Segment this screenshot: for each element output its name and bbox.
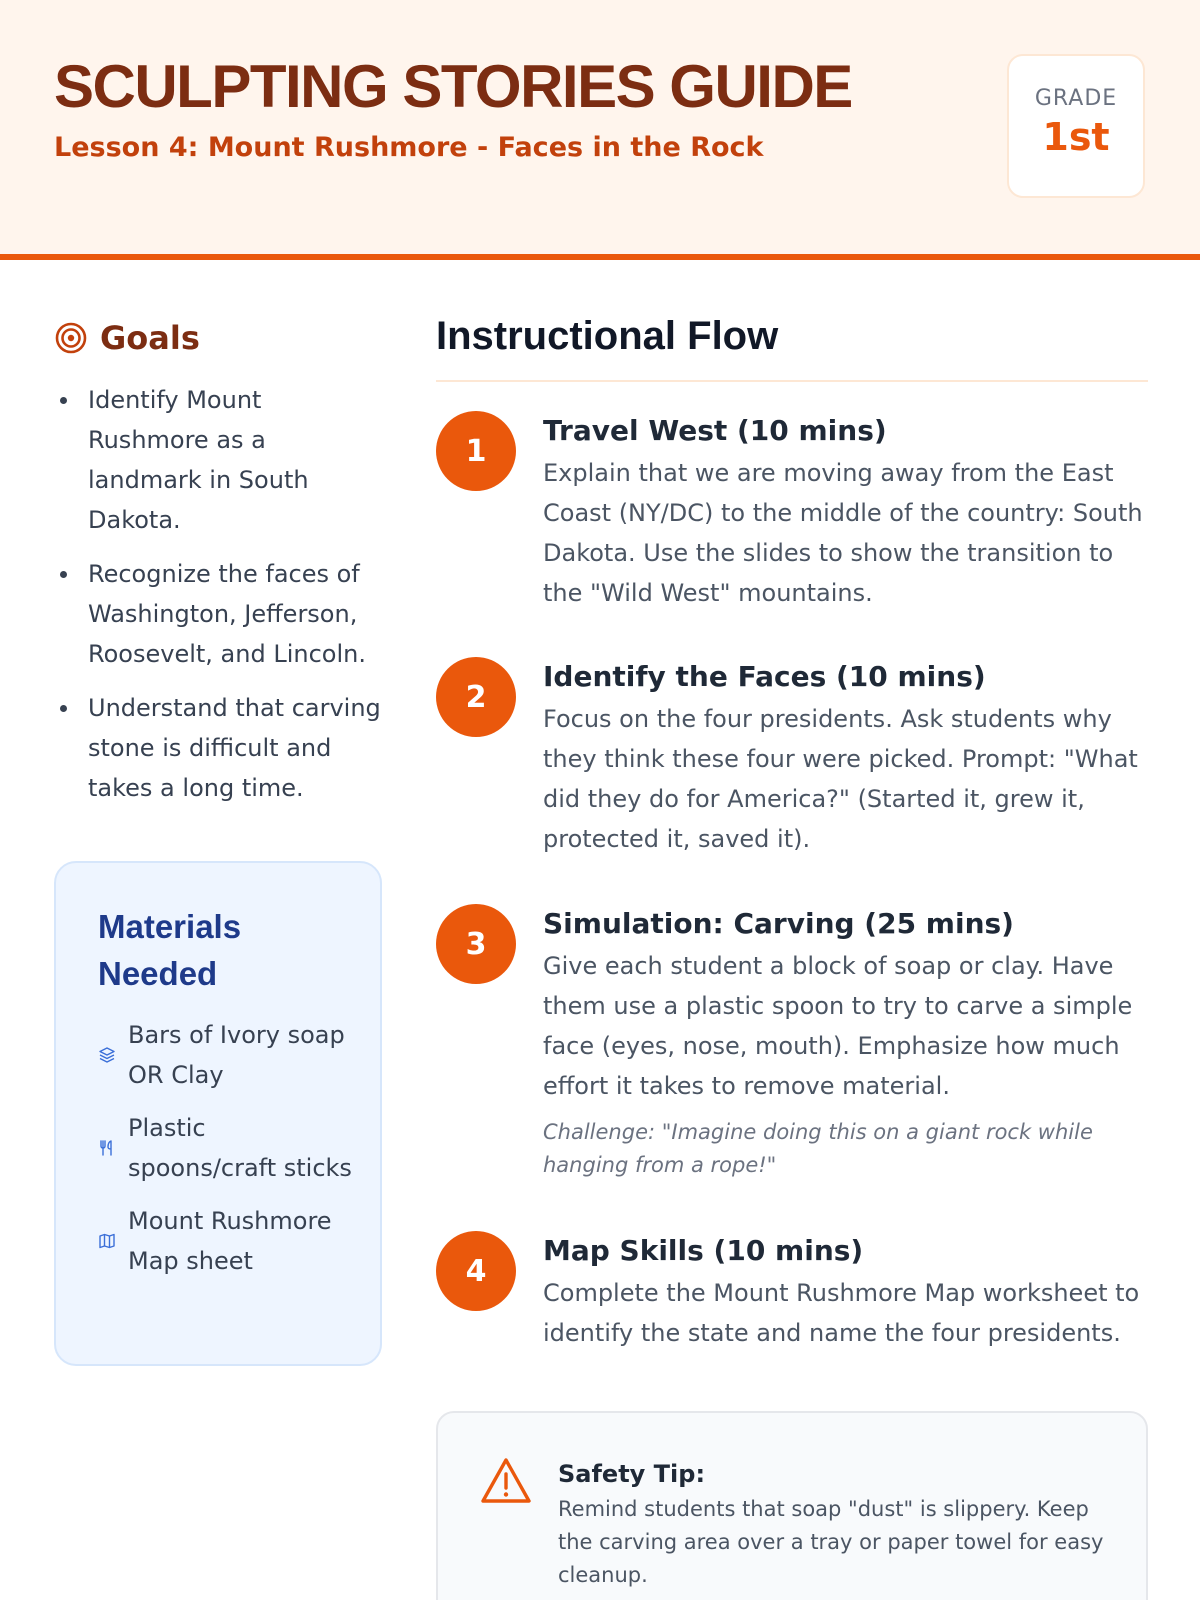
- grade-value: 1st: [1042, 115, 1110, 159]
- safety-title: Safety Tip:: [558, 1460, 706, 1488]
- materials-panel: [54, 861, 382, 1366]
- material-text: Mount Rushmore Map sheet: [128, 1207, 332, 1275]
- step-description: Explain that we are moving away from the East Coast (NY/DC) to the middle of the country: South Dakota. Use the slides to show the transition to the "Wild West" mountains.: [543, 459, 1143, 607]
- material-item: [98, 1201, 360, 1281]
- step-title: Map Skills (10 mins): [543, 1234, 864, 1267]
- step-title: Identify the Faces (10 mins): [543, 660, 986, 693]
- goals-title: Goals: [100, 319, 200, 357]
- target-icon: [54, 321, 88, 355]
- step-number: 2: [436, 657, 516, 737]
- page-title: SCULPTING STORIES GUIDE: [54, 53, 852, 120]
- warning-icon: [480, 1457, 532, 1505]
- step-body: [543, 657, 1148, 859]
- step-description: Give each student a block of soap or clay. Have them use a plastic spoon to try to carve a simple face (eyes, nose, mouth). Emphasize how much effort it takes to remove material.: [543, 952, 1133, 1100]
- materials-list: [98, 1015, 360, 1281]
- material-text: Bars of Ivory soap OR Clay: [128, 1021, 345, 1089]
- goal-item: Recognize the faces of Washington, Jefferson, Roosevelt, and Lincoln.: [54, 554, 384, 674]
- flow-divider: [436, 380, 1148, 382]
- lesson-subtitle: Lesson 4: Mount Rushmore - Faces in the Rock: [54, 132, 764, 163]
- material-item: [98, 1108, 360, 1188]
- page-header: [0, 0, 1200, 260]
- step-number: 1: [436, 411, 516, 491]
- grade-label: GRADE: [1034, 86, 1118, 111]
- step-body: [543, 904, 1148, 1182]
- step-number: 3: [436, 904, 516, 984]
- materials-title: Materials Needed: [98, 908, 242, 992]
- step-title: Travel West (10 mins): [543, 414, 887, 447]
- safety-body: [558, 1457, 1118, 1592]
- step-body: [543, 1231, 1148, 1353]
- grade-badge: [1007, 54, 1145, 198]
- safety-tip-box: [436, 1411, 1148, 1600]
- step-description: Focus on the four presidents. Ask students why they think these four were picked. Prompt: "What did they do for America?" (Started it, grew it, protected it, saved it).: [543, 705, 1138, 853]
- goals-list: [54, 380, 384, 822]
- goal-item: Identify Mount Rushmore as a landmark in South Dakota.: [54, 380, 384, 540]
- goal-item: Understand that carving stone is difficult and takes a long time.: [54, 688, 384, 808]
- step-challenge-note: Challenge: "Imagine doing this on a giant rock while hanging from a rope!": [543, 1120, 1093, 1177]
- map-icon: [98, 1232, 116, 1250]
- step-description: Complete the Mount Rushmore Map worksheet to identify the state and name the four presidents.: [543, 1279, 1140, 1347]
- step-title: Simulation: Carving (25 mins): [543, 907, 1014, 940]
- step-number: 4: [436, 1231, 516, 1311]
- goals-heading: [54, 316, 200, 360]
- flow-title: Instructional Flow: [436, 314, 779, 358]
- material-item: [98, 1015, 360, 1095]
- utensils-icon: [98, 1139, 116, 1157]
- layers-icon: [98, 1046, 116, 1064]
- material-text: Plastic spoons/craft sticks: [128, 1114, 352, 1182]
- safety-text: Remind students that soap "dust" is slippery. Keep the carving area over a tray or paper towel for easy cleanup.: [558, 1497, 1104, 1587]
- step-body: [543, 411, 1148, 613]
